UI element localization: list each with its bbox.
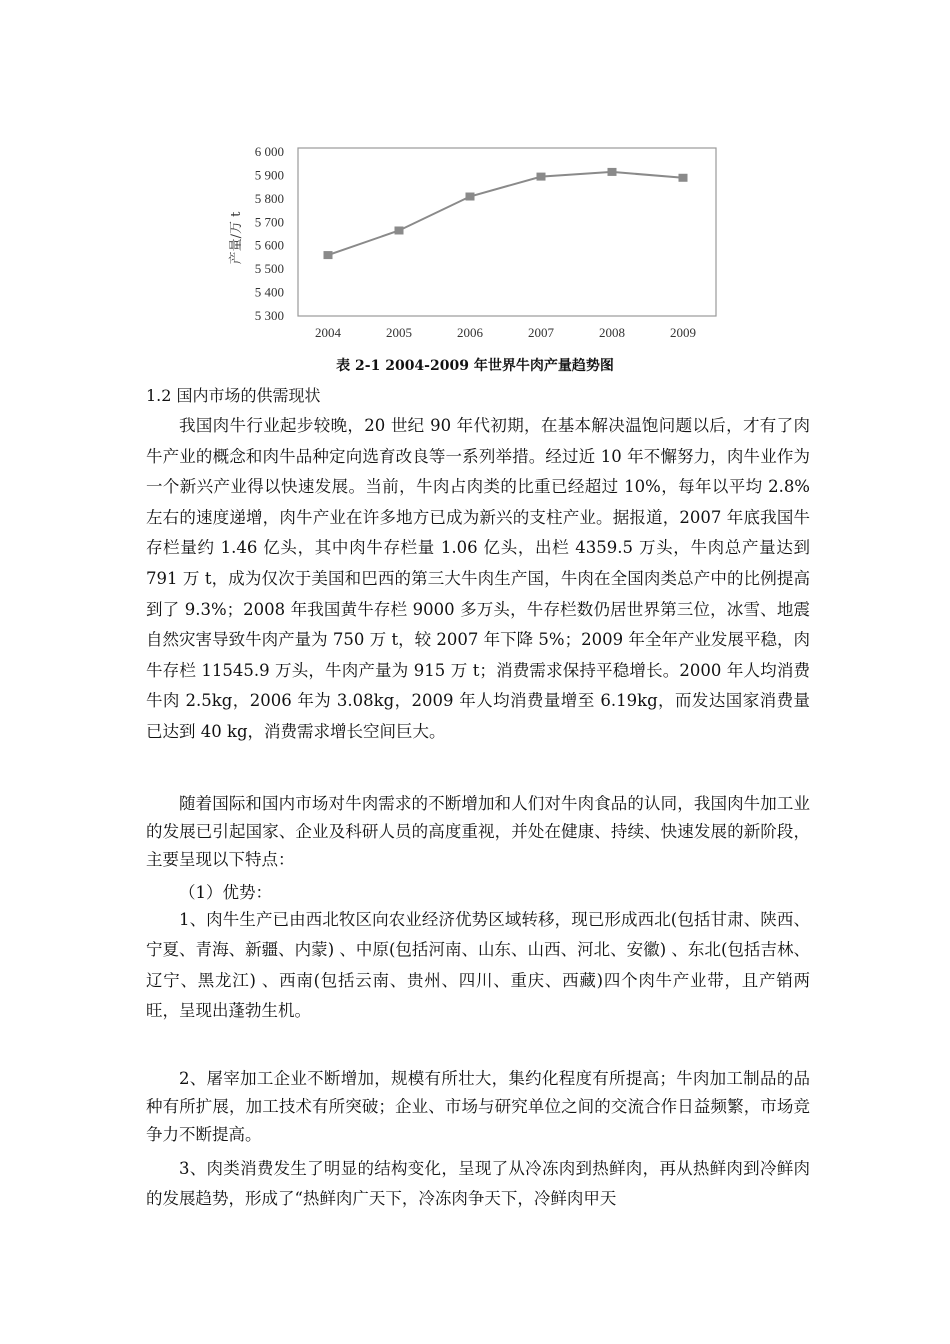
list-item-production-regions: 1、肉牛生产已由西北牧区向农业经济优势区域转移，现已形成西北(包括甘肃、陕西、宁夏、青海、新疆、内蒙) 、中原(包括河南、山东、山西、河北、安徽) 、东北(包括吉林、辽宁、黑龙江) 、西南(包括云南、贵州、四川、重庆、西藏)四个肉牛产业带，且产销两旺，呈现出蓬勃生机。	[146, 910, 810, 1021]
figure-caption: 表 2-1 2004-2009 年世界牛肉产量趋势图	[336, 358, 614, 374]
data-point	[466, 193, 475, 201]
y-tick-label: 5 600	[254, 237, 284, 253]
data-point	[537, 173, 546, 181]
paragraph-industry-overview: 我国肉牛行业起步较晚，20 世纪 90 年代初期，在基本解决温饱问题以后，才有了肉牛产业的概念和肉牛品种定向选育改良等一系列举措。经过近 10 年不懈努力，肉牛业作为一个新兴产业得以快速发展。当前，牛肉占肉类的比重已经超过 10%，每年以平均 2.8%左右的速度递增，肉牛产业在许多地方已成为新兴的支柱产业。据报道，2007 年底我国牛存栏量约 1.46 亿头，其中肉牛存栏量 1.06 亿头，出栏 4359.5 万头，牛肉总产量达到 791 万 t，成为仅次于美国和巴西的第三大牛肉生产国，牛肉在全国肉类总产中的比例提高到了 9.3%；2008 年我国黄牛存栏 9000 多万头，牛存栏数仍居世界第三位，冰雪、地震自然灾害导致牛肉产量为 750 万 t，较 2007 年下降 5%；2009 年全年产业发展平稳，肉牛存栏 11545.9 万头，牛肉产量为 915 万 t；消费需求保持平稳增长。2000 年人均消费牛肉 2.5kg，2006 年为 3.08kg，2009 年人均消费量增至 6.19kg，而发达国家消费量已达到 40 kg，消费需求增长空间巨大。	[146, 416, 810, 741]
list-item-consumption-structure: 3、肉类消费发生了明显的结构变化，呈现了从冷冻肉到热鲜肉，再从热鲜肉到冷鲜肉的发展趋势，形成了“热鲜肉广天下，冷冻肉争天下，冷鲜肉甲天	[146, 1159, 810, 1209]
y-axis-label: 产量/万 t	[229, 211, 244, 265]
x-tick-label: 2005	[386, 325, 412, 340]
section-title: 1.2 国内市场的供需现状	[146, 386, 321, 405]
x-tick-label: 2008	[599, 325, 625, 340]
list-item-processing-enterprises: 2、屠宰加工企业不断增加，规模有所壮大，集约化程度有所提高；牛肉加工制品的品种有所扩展，加工技术有所突破；企业、市场与研究单位之间的交流合作日益频繁，市场竞争力不断提高。	[146, 1069, 810, 1144]
data-point	[395, 226, 404, 234]
data-point	[324, 251, 333, 259]
x-tick-label: 2004	[315, 325, 341, 340]
y-tick-label: 5 300	[254, 308, 284, 323]
y-tick-label: 5 700	[254, 214, 284, 230]
data-point-markers	[324, 168, 688, 259]
x-tick-label: 2006	[457, 325, 483, 340]
y-tick-label: 5 900	[254, 167, 284, 183]
y-tick-labels	[255, 144, 284, 323]
data-point	[608, 168, 617, 176]
x-tick-label: 2007	[528, 325, 554, 340]
plot-frame	[298, 148, 716, 316]
data-point	[679, 174, 688, 182]
y-tick-label: 6 000	[254, 144, 284, 159]
x-tick-labels	[315, 325, 696, 340]
list-heading-advantages: （1）优势：	[179, 883, 272, 902]
y-tick-label: 5 400	[254, 284, 284, 300]
y-tick-label: 5 800	[254, 190, 284, 206]
production-trend-chart	[218, 138, 722, 350]
line-chart-svg	[218, 138, 722, 350]
paragraph-market-demand: 随着国际和国内市场对牛肉需求的不断增加和人们对牛肉食品的认同，我国肉牛加工业的发展已引起国家、企业及科研人员的高度重视，并处在健康、持续、快速发展的新阶段，主要呈现以下特点：	[146, 794, 810, 869]
y-tick-label: 5 500	[254, 261, 284, 277]
x-tick-label: 2009	[670, 325, 696, 340]
series-line	[328, 172, 683, 255]
